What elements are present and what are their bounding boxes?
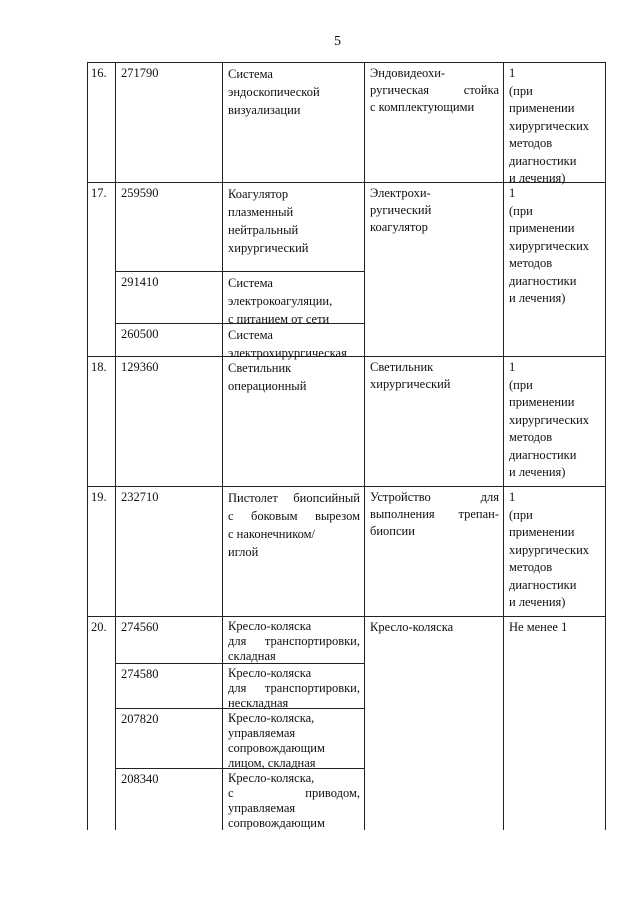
item-name-line: электрохирургическая — [228, 346, 347, 360]
quantity-line: 1 — [509, 66, 516, 80]
col-border-code — [115, 616, 116, 663]
quantity-line: диагностики — [509, 153, 577, 168]
word: с — [228, 786, 234, 800]
quantity-line: хирургических — [509, 542, 590, 557]
item-code: 232710 — [121, 490, 159, 504]
col-border-name — [222, 323, 223, 356]
equipment-type — [370, 489, 499, 540]
col-border-name — [222, 663, 223, 708]
item-name-line — [228, 681, 360, 696]
row-number: 16. — [91, 66, 107, 80]
quantity-line: применении — [509, 395, 575, 409]
quantity-line: хирургических — [509, 238, 590, 253]
word: Пистолет — [228, 491, 278, 505]
item-name-line — [228, 726, 360, 741]
item-name-line: нескладная — [228, 696, 289, 710]
quantity — [509, 185, 603, 308]
equipment-type-line: хирургический — [370, 377, 451, 391]
row-number: 17. — [91, 186, 107, 200]
quantity-line: хирургических — [509, 412, 590, 427]
word: транспортировки, — [264, 634, 360, 648]
item-divider — [115, 271, 365, 272]
col-border-type — [364, 356, 365, 486]
item-name-line: Коагулятор — [228, 187, 289, 201]
item-name-line — [228, 489, 360, 507]
quantity-line: применении — [509, 221, 575, 235]
item-name-line: операционный — [228, 379, 307, 393]
item-name-line: Кресло-коляска, — [228, 771, 315, 785]
item-name-line: Кресло-коляска — [228, 619, 312, 633]
quantity-line: методов — [509, 430, 553, 444]
quantity — [509, 359, 603, 482]
col-border-type — [364, 182, 365, 356]
col-border-name — [222, 768, 223, 830]
equipment-type-line: с комплектующими — [370, 100, 475, 114]
quantity-line: и лечения) — [509, 595, 566, 609]
item-name-line: управляемая — [228, 801, 296, 815]
word: ругическая — [370, 83, 430, 97]
col-border-name — [222, 356, 223, 486]
row-number: 20. — [91, 620, 107, 634]
item-name-line: Система — [228, 328, 273, 342]
col-border-qty — [503, 182, 504, 356]
item-name — [228, 619, 360, 664]
col-border-name — [222, 616, 223, 663]
item-code: 259590 — [121, 186, 159, 200]
equipment-type-line: Эндовидеохи- — [370, 66, 446, 80]
equipment-type-line: Кресло-коляска — [370, 620, 454, 634]
item-code: 260500 — [121, 327, 159, 341]
equipment-type — [370, 359, 499, 393]
item-name-line: плазменный — [228, 205, 294, 219]
word: Устройство — [370, 490, 431, 504]
item-name-line: эндоскопической — [228, 85, 320, 99]
equipment-type-line: Электрохи- — [370, 186, 431, 200]
item-name-line: визуализации — [228, 103, 301, 117]
quantity-line: применении — [509, 525, 575, 539]
word: для — [228, 681, 247, 695]
quantity-line: 1 — [509, 360, 516, 374]
item-name-line: Светильник — [228, 361, 292, 375]
equipment-type-line — [370, 489, 499, 506]
item-code: 207820 — [121, 712, 159, 726]
quantity-line: применении — [509, 101, 575, 115]
col-border-type — [364, 486, 365, 616]
col-border-name — [222, 271, 223, 323]
equipment-type — [370, 185, 499, 236]
item-name — [228, 185, 360, 257]
equipment-type-line: ругический — [370, 203, 432, 217]
item-name — [228, 771, 360, 831]
item-name — [228, 359, 360, 395]
page-number: 5 — [334, 34, 341, 49]
item-name-line: Система — [228, 276, 273, 290]
equipment-type-line — [370, 82, 499, 99]
quantity-line: и лечения) — [509, 171, 566, 185]
quantity-line: методов — [509, 256, 553, 270]
item-name-line — [228, 786, 360, 801]
equipment-type — [370, 619, 499, 636]
quantity-line: диагностики — [509, 577, 577, 592]
word: для — [228, 634, 247, 648]
col-border-left — [87, 62, 88, 830]
quantity — [509, 65, 603, 188]
item-code: 274560 — [121, 620, 159, 634]
col-border-name — [222, 182, 223, 271]
equipment-type-line: коагулятор — [370, 220, 428, 234]
col-border-name — [222, 486, 223, 616]
item-name — [228, 326, 360, 362]
item-code: 274580 — [121, 667, 159, 681]
col-border-qty — [503, 486, 504, 616]
col-border-right — [605, 62, 606, 830]
item-code: 271790 — [121, 66, 159, 80]
quantity-line: методов — [509, 560, 553, 574]
item-name-line — [228, 634, 360, 649]
word: трепан- — [458, 507, 499, 521]
quantity-line: 1 — [509, 490, 516, 504]
quantity-line: (при — [509, 377, 533, 392]
col-border-type — [364, 616, 365, 830]
quantity-line: (при — [509, 507, 533, 522]
item-name — [228, 65, 360, 119]
quantity-line: (при — [509, 203, 533, 218]
equipment-type-line — [370, 506, 499, 523]
word: стойка — [463, 83, 499, 97]
quantity-line: Не менее 1 — [509, 620, 568, 634]
col-border-name — [222, 62, 223, 182]
col-border-code — [115, 62, 116, 182]
item-name-line: электрокоагуляции, — [228, 294, 333, 308]
item-name-line: лицом, складная — [228, 756, 316, 770]
word: для — [480, 490, 499, 504]
item-name-line: складная — [228, 649, 276, 663]
col-border-code — [115, 663, 116, 708]
col-border-code — [115, 708, 116, 768]
quantity-line: диагностики — [509, 273, 577, 288]
quantity-line: (при — [509, 83, 533, 98]
item-name-line: сопровождающим — [228, 741, 325, 755]
col-border-code — [115, 356, 116, 486]
equipment-type-line: Светильник — [370, 360, 434, 374]
item-name-line: Кресло-коляска — [228, 666, 312, 680]
table-top-border — [87, 62, 606, 63]
equipment-type — [370, 65, 499, 116]
col-border-qty — [503, 62, 504, 182]
equipment-type-line: биопсии — [370, 524, 415, 538]
quantity — [509, 489, 603, 612]
item-name-line — [228, 507, 360, 525]
word: с — [228, 509, 234, 523]
item-name-line: нейтральный — [228, 223, 299, 237]
row-number: 19. — [91, 490, 107, 504]
item-name-line: с питанием от сети — [228, 312, 330, 326]
item-name — [228, 274, 360, 328]
item-name — [228, 711, 360, 771]
item-name — [228, 489, 360, 561]
quantity-line: 1 — [509, 186, 516, 200]
item-name-line: с наконечником/ — [228, 527, 316, 541]
item-name-line: хирургический — [228, 241, 309, 255]
quantity-line: и лечения) — [509, 291, 566, 305]
item-name-line: сопровождающим — [228, 816, 325, 830]
col-border-qty — [503, 616, 504, 830]
quantity — [509, 619, 603, 637]
item-name — [228, 666, 360, 711]
row-divider — [87, 486, 606, 487]
word: транспортировки, — [264, 681, 360, 695]
col-border-name — [222, 708, 223, 768]
item-code: 129360 — [121, 360, 159, 374]
item-name-line: иглой — [228, 545, 259, 559]
col-border-code — [115, 768, 116, 830]
item-code: 208340 — [121, 772, 159, 786]
word: приводом, — [305, 786, 360, 800]
col-border-code — [115, 271, 116, 323]
item-name-line: Кресло-коляска, — [228, 711, 315, 725]
col-border-qty — [503, 356, 504, 486]
item-code: 291410 — [121, 275, 159, 289]
col-border-code — [115, 323, 116, 356]
col-border-type — [364, 62, 365, 182]
word: управляемая — [228, 726, 296, 740]
quantity-line: и лечения) — [509, 465, 566, 479]
quantity-line: диагностики — [509, 447, 577, 462]
word: боковым — [251, 509, 298, 523]
col-border-code — [115, 182, 116, 271]
word: вырезом — [314, 509, 360, 523]
row-number: 18. — [91, 360, 107, 374]
word: биопсийный — [293, 491, 360, 505]
quantity-line: хирургических — [509, 118, 590, 133]
item-name-line: Система — [228, 67, 273, 81]
row-divider — [87, 616, 606, 617]
quantity-line: методов — [509, 136, 553, 150]
word: выполнения — [370, 507, 435, 521]
col-border-code — [115, 486, 116, 616]
